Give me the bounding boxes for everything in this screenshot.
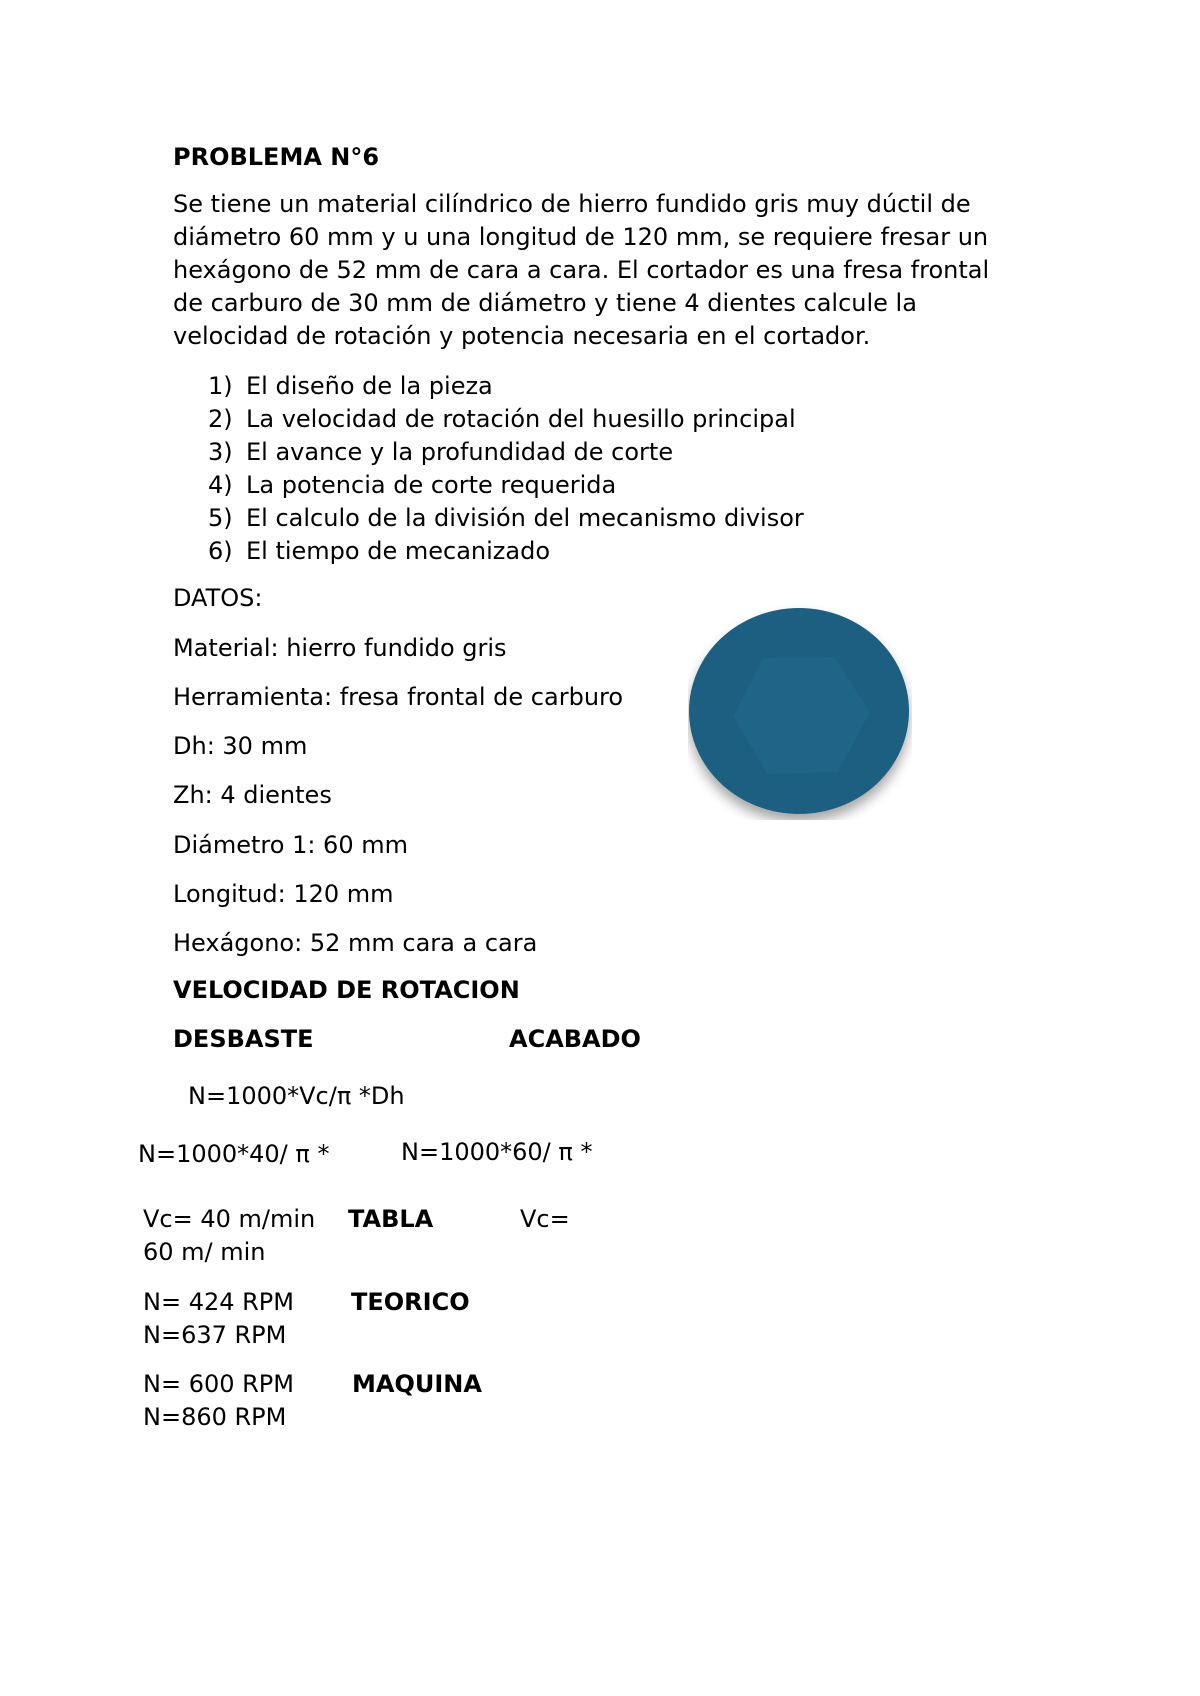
datos-zh: Zh: 4 dientes [173,781,332,809]
list-text: El tiempo de mecanizado [246,537,551,565]
list-text: El avance y la profundidad de corte [246,438,674,466]
vc-acabado-label: Vc= [520,1205,570,1233]
formula-desbaste: N=1000*40/ π * [138,1140,330,1168]
list-number: 3) [208,438,233,466]
datos-dh: Dh: 30 mm [173,732,308,760]
formula-acabado: N=1000*60/ π * [401,1138,593,1166]
problem-statement [173,188,1033,353]
part-design-figure [688,604,912,820]
n-maquina-desbaste: N= 600 RPM [143,1370,294,1398]
problem-line: de carburo de 30 mm de diámetro y tiene 4 dientes calcule la [173,289,917,317]
list-number: 1) [208,372,233,400]
maquina-label: MAQUINA [352,1370,482,1398]
rpm-formula: N=1000*Vc/π *Dh [188,1082,405,1110]
list-text: La velocidad de rotación del huesillo principal [246,405,796,433]
datos-hexagono: Hexágono: 52 mm cara a cara [173,929,538,957]
vc-desbaste: Vc= 40 m/min [143,1205,316,1233]
datos-material: Material: hierro fundido gris [173,634,507,662]
tabla-label: TABLA [348,1205,434,1233]
list-text: El calculo de la división del mecanismo divisor [246,504,804,532]
problem-line: diámetro 60 mm y u una longitud de 120 mm, se requiere fresar un [173,223,989,251]
problem-title: PROBLEMA N°6 [173,143,380,171]
n-teorico-desbaste: N= 424 RPM [143,1288,294,1316]
vc-acabado-value: 60 m/ min [143,1238,266,1266]
list-number: 4) [208,471,233,499]
teorico-label: TEORICO [351,1288,470,1316]
datos-herramienta: Herramienta: fresa frontal de carburo [173,683,624,711]
n-maquina-acabado: N=860 RPM [143,1403,287,1431]
list-number: 2) [208,405,233,433]
problem-line: velocidad de rotación y potencia necesaria en el cortador. [173,322,871,350]
datos-diametro: Diámetro 1: 60 mm [173,831,408,859]
n-teorico-acabado: N=637 RPM [143,1321,287,1349]
datos-longitud: Longitud: 120 mm [173,880,394,908]
datos-heading: DATOS: [173,584,263,612]
list-number: 5) [208,504,233,532]
velocidad-heading: VELOCIDAD DE ROTACION [173,976,520,1004]
problem-line: hexágono de 52 mm de cara a cara. El cortador es una fresa frontal [173,256,990,284]
desbaste-label: DESBASTE [173,1025,314,1053]
list-text: La potencia de corte requerida [246,471,617,499]
list-number: 6) [208,537,233,565]
problem-line: Se tiene un material cilíndrico de hierro fundido gris muy dúctil de [173,190,971,218]
list-text: El diseño de la pieza [246,372,493,400]
acabado-label: ACABADO [509,1025,641,1053]
